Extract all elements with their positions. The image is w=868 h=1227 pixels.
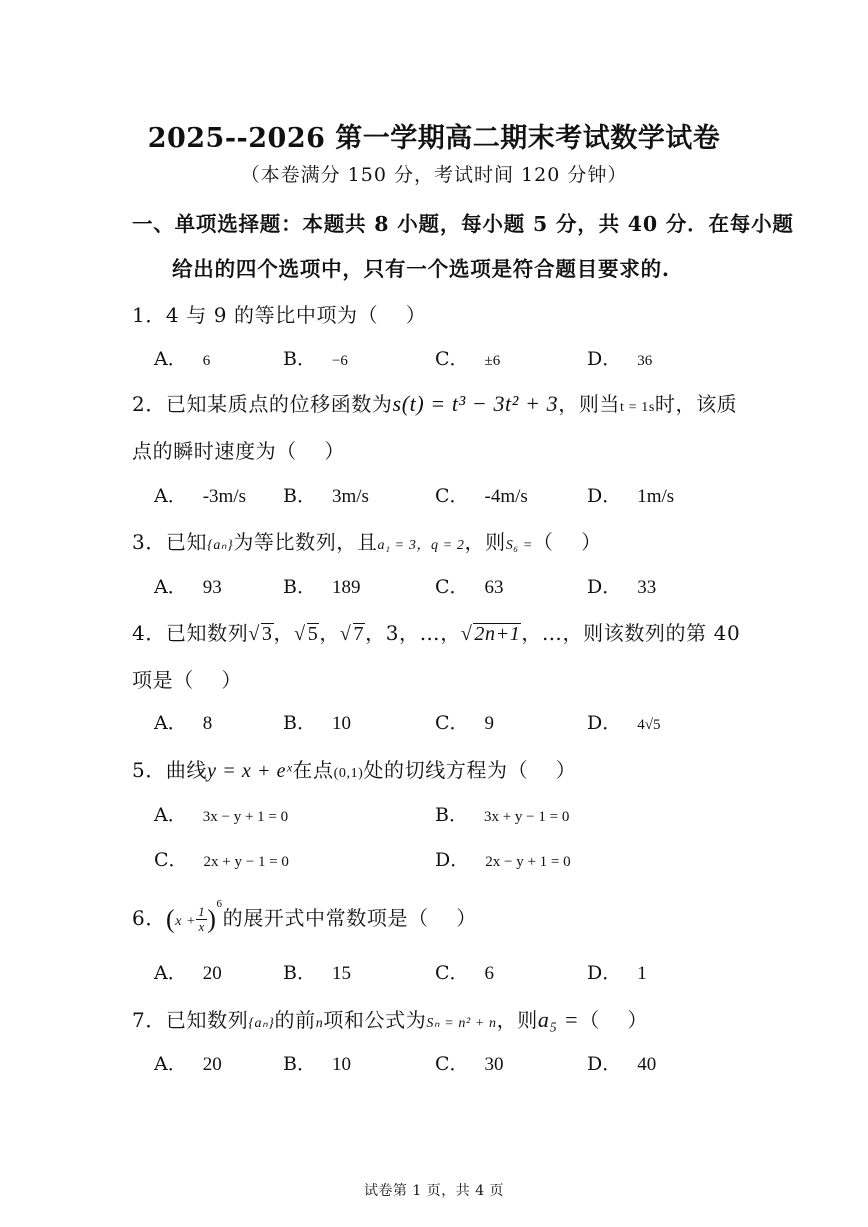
q6-option-b: B． 15 bbox=[283, 962, 351, 984]
q2-option-d: D． 1m/s bbox=[587, 485, 675, 507]
question-5-stem: 5．曲线y = x + eˣ在点(0,1)处的切线方程为（ ） bbox=[132, 758, 577, 782]
q1-option-a: A． 6 bbox=[154, 348, 211, 370]
q3-option-b: B． 189 bbox=[283, 576, 361, 598]
q2-option-b: B． 3m/s bbox=[283, 485, 369, 507]
q2-option-c: C． -4m/s bbox=[435, 485, 528, 507]
q1-option-b: B． −6 bbox=[283, 348, 348, 370]
question-1-stem: 1．4 与 9 的等比中项为（ ） bbox=[132, 303, 427, 327]
q1-option-d: D． 36 bbox=[587, 348, 653, 370]
q6-option-a: A． 20 bbox=[154, 962, 222, 984]
q2-formula: s(t) = t³ − 3t² + 3 bbox=[392, 391, 559, 416]
q1-option-c: C． ±6 bbox=[435, 348, 501, 370]
q5-option-a: A． 3x − y + 1 = 0 bbox=[154, 804, 289, 826]
q6-option-d: D． 1 bbox=[587, 962, 647, 984]
section-heading-line1: 一、单项选择题：本题共 8 小题，每小题 5 分，共 40 分．在每小题 bbox=[132, 212, 794, 236]
exam-subtitle: （本卷满分 150 分，考试时间 120 分钟） bbox=[240, 164, 628, 186]
question-2-stem-line2: 点的瞬时速度为（ ） bbox=[132, 439, 345, 463]
question-6-stem: 6．(x + $\frac{1}{x}$ )$^6$的展开式中常数项是（ ） bbox=[132, 898, 477, 934]
q4-option-a: A． 8 bbox=[154, 712, 213, 734]
section-heading-line2: 给出的四个选项中，只有一个选项是符合题目要求的. bbox=[172, 257, 670, 281]
q2-condition: t = 1s bbox=[620, 400, 655, 415]
question-4-stem-line1: 4．已知数列√ 3，√ 5，√ 7，3，…，√ 2n+1，…，则该数列的第 40 bbox=[132, 621, 741, 645]
question-7-stem: 7．已知数列{aₙ}的前n项和公式为Sₙ = n² + n，则a₅ =（ ） bbox=[132, 1007, 648, 1032]
q7-option-d: D． 40 bbox=[587, 1053, 657, 1075]
q4-option-b: B． 10 bbox=[283, 712, 351, 734]
q5-option-c: C． 2x + y − 1 = 0 bbox=[154, 849, 289, 871]
q7-option-c: C． 30 bbox=[435, 1053, 504, 1075]
q7-option-b: B． 10 bbox=[283, 1053, 351, 1075]
q3-option-d: D． 33 bbox=[587, 576, 657, 598]
question-2-stem-line1: 2．已知某质点的位移函数为s(t) = t³ − 3t² + 3，则当t = 1s时，该质 bbox=[132, 391, 738, 416]
question-4-stem-line2: 项是（ ） bbox=[132, 668, 242, 692]
exam-title: 2025--2026 第一学期高二期末考试数学试卷 bbox=[147, 123, 721, 154]
q6-option-c: C． 6 bbox=[435, 962, 495, 984]
q3-option-c: C． 63 bbox=[435, 576, 504, 598]
q7-option-a: A． 20 bbox=[154, 1053, 222, 1075]
page-footer: 试卷第 1 页，共 4 页 bbox=[363, 1183, 505, 1199]
q5-option-b: B． 3x + y − 1 = 0 bbox=[435, 804, 570, 826]
q2-option-a: A． -3m/s bbox=[154, 485, 247, 507]
question-3-stem: 3．已知{aₙ}为等比数列，且a₁ = 3，q = 2，则S₆ =（ ） bbox=[132, 530, 602, 554]
q4-option-d: D． 4√5 bbox=[587, 712, 661, 734]
q3-option-a: A． 93 bbox=[154, 576, 222, 598]
q5-option-d: D． 2x − y + 1 = 0 bbox=[435, 849, 571, 871]
q4-option-c: C． 9 bbox=[435, 712, 495, 734]
